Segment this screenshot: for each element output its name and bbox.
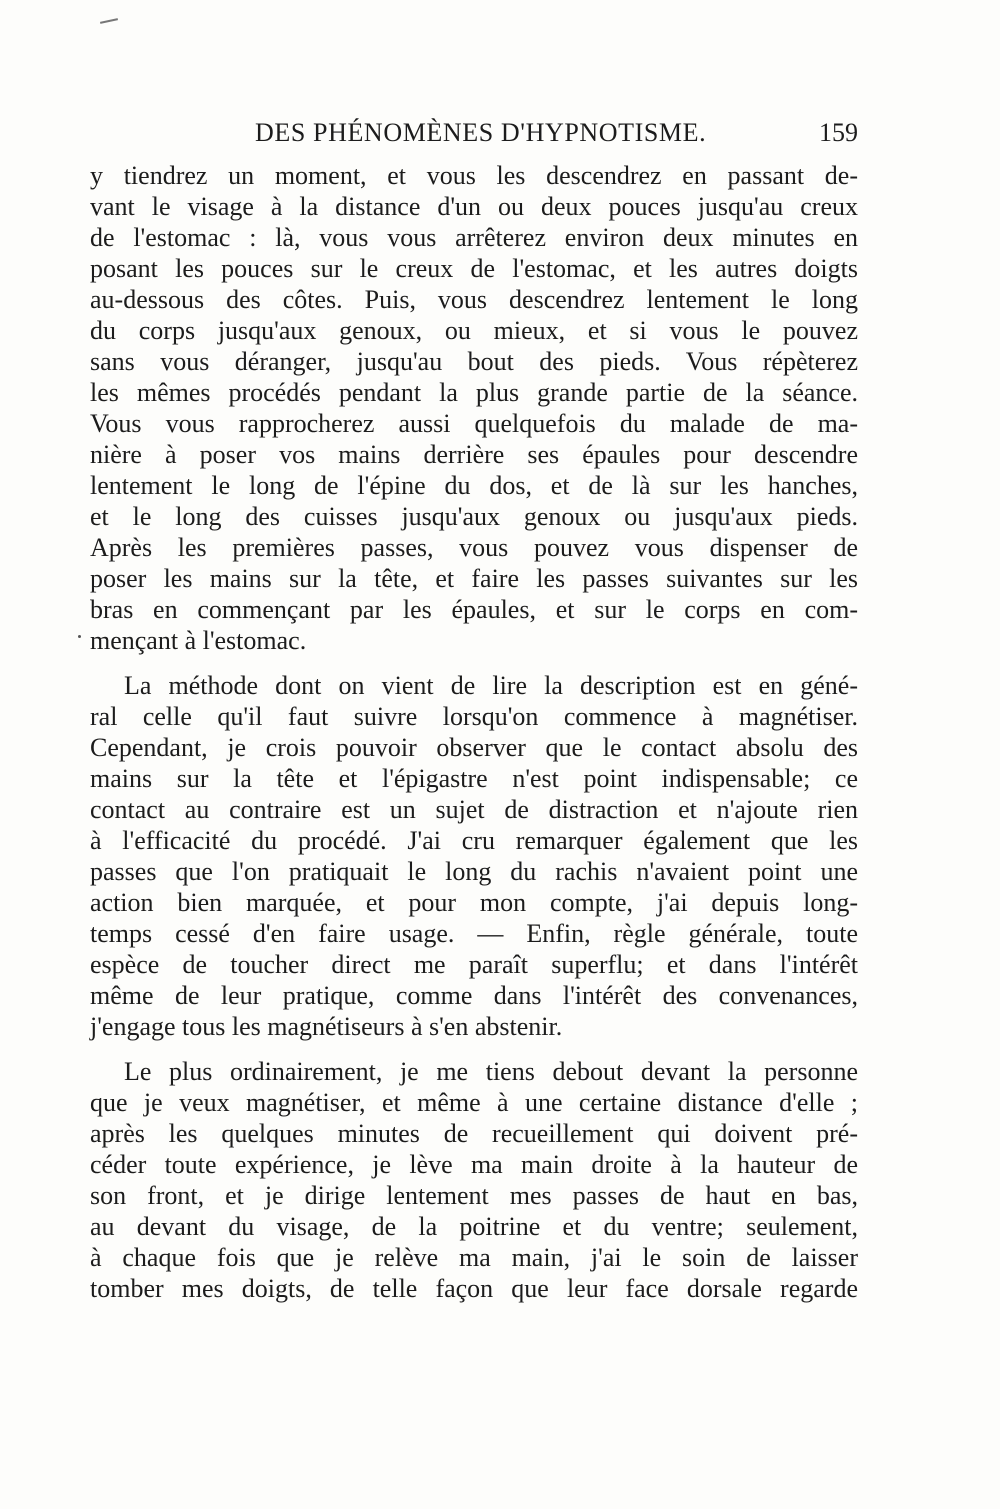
text-line: Le plus ordinairement, je me tiens debout devant la personne [124, 1057, 858, 1086]
paragraph-gap [90, 656, 858, 670]
text-line: au-dessous des côtes. Puis, vous descendrez lentement le long [90, 285, 858, 314]
page-header [90, 118, 858, 158]
text-line: vant le visage à la distance d'un ou deux pouces jusqu'au creux [90, 192, 858, 221]
text-line: et le long des cuisses jusqu'aux genoux ou jusqu'aux pieds. [90, 502, 858, 531]
stray-dot-mark [78, 635, 81, 638]
text-line: espèce de toucher direct me paraît superflu; et dans l'intérêt [90, 950, 858, 979]
text-line: de l'estomac : là, vous vous arrêterez environ deux minutes en [90, 223, 858, 252]
paragraph [90, 670, 858, 1042]
text-line: à chaque fois que je relève ma main, j'ai le soin de laisser [90, 1243, 858, 1272]
text-line: tomber mes doigts, de telle façon que leur face dorsale regarde [90, 1274, 858, 1303]
text-line: du corps jusqu'aux genoux, ou mieux, et si vous le pouvez [90, 316, 858, 345]
text-line: les mêmes procédés pendant la plus grande partie de la séance. [90, 378, 858, 407]
text-line: poser les mains sur la tête, et faire les passes suivantes sur les [90, 564, 858, 593]
stray-pen-mark [100, 18, 118, 24]
text-line: que je veux magnétiser, et même à une certaine distance d'elle ; [90, 1088, 858, 1117]
text-line: céder toute expérience, je lève ma main droite à la hauteur de [90, 1150, 858, 1179]
paragraph [90, 1056, 858, 1304]
text-line: Après les premières passes, vous pouvez vous dispenser de [90, 533, 858, 562]
text-line: lentement le long de l'épine du dos, et de là sur les hanches, [90, 471, 858, 500]
body-text [90, 160, 858, 1304]
text-line: même de leur pratique, comme dans l'intérêt des convenances, [90, 981, 858, 1010]
text-line: au devant du visage, de la poitrine et du ventre; seulement, [90, 1212, 858, 1241]
text-line: contact au contraire est un sujet de distraction et n'ajoute rien [90, 795, 858, 824]
text-line: Vous vous rapprocherez aussi quelquefois du malade de ma- [90, 409, 858, 438]
text-line: mains sur la tête et l'épigastre n'est point indispensable; ce [90, 764, 858, 793]
page-number: 159 [819, 118, 858, 147]
paragraph-gap [90, 1042, 858, 1056]
text-line: son front, et je dirige lentement mes passes de haut en bas, [90, 1181, 858, 1210]
text-line: action bien marquée, et pour mon compte, j'ai depuis long- [90, 888, 858, 917]
running-title: DES PHÉNOMÈNES D'HYPNOTISME. [255, 118, 707, 147]
text-line: passes que l'on pratiquait le long du rachis n'avaient point une [90, 857, 858, 886]
text-line: à l'efficacité du procédé. J'ai cru remarquer également que les [90, 826, 858, 855]
text-line: y tiendrez un moment, et vous les descendrez en passant de- [90, 161, 858, 190]
text-line: j'engage tous les magnétiseurs à s'en abstenir. [90, 1012, 563, 1041]
text-line: temps cessé d'en faire usage. — Enfin, règle générale, toute [90, 919, 858, 948]
text-line: sans vous déranger, jusqu'au bout des pieds. Vous répèterez [90, 347, 858, 376]
text-line: mençant à l'estomac. [90, 626, 307, 655]
text-line: La méthode dont on vient de lire la description est en géné- [124, 671, 858, 700]
text-line: ral celle qu'il faut suivre lorsqu'on commence à magnétiser. [90, 702, 858, 731]
text-line: posant les pouces sur le creux de l'estomac, et les autres doigts [90, 254, 858, 283]
text-line: nière à poser vos mains derrière ses épaules pour descendre [90, 440, 858, 469]
text-line: Cependant, je crois pouvoir observer que le contact absolu des [90, 733, 858, 762]
text-line: bras en commençant par les épaules, et sur le corps en com- [90, 595, 858, 624]
paragraph [90, 160, 858, 656]
text-line: après les quelques minutes de recueillement qui doivent pré- [90, 1119, 858, 1148]
